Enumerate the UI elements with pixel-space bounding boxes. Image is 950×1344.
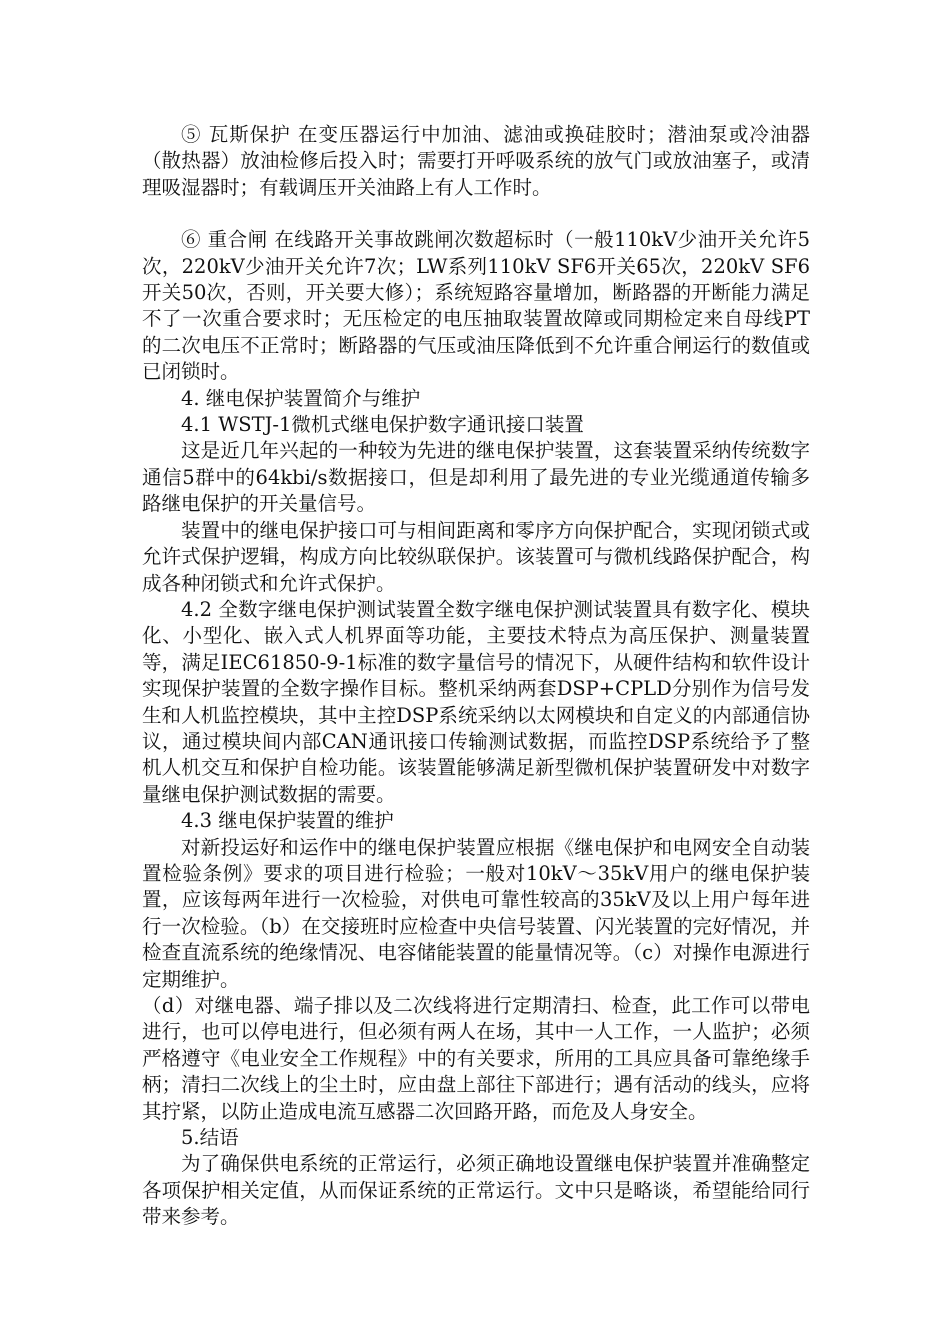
paragraph-gas-protection: ⑤ 瓦斯保护 在变压器运行中加油、滤油或换硅胶时；潜油泵或冷油器（散热器）放油检修后投入时；需要打开呼吸系统的放气门或放油塞子，或清理吸湿器时；有载调压开关油路上有人工作时。 [142,123,810,199]
paragraph-4-1-intro: 这是近几年兴起的一种较为先进的继电保护装置，这套装置采纳传统数字通信5群中的64kbi/s数据接口，但是却利用了最先进的专业光缆通道传输多路继电保护的开关量信号。 [142,439,810,516]
heading-section-4-3: 4.3 继电保护装置的维护 [181,809,394,833]
paragraph-conclusion: 为了确保供电系统的正常运行，必须正确地设置继电保护装置并准确整定各项保护相关定值，从而保证系统的正常运行。文中只是略谈，希望能给同行带来参考。 [142,1152,810,1229]
heading-section-4: 4. 继电保护装置简介与维护 [181,386,421,410]
paragraph-4-2: 4.2 全数字继电保护测试装置全数字继电保护测试装置具有数字化、模块化、小型化、嵌入式人机界面等功能，主要技术特点为高压保护、测量装置等，满足IEC61850-9-1标准的数字量信号的情况下，从硬件结构和软件设计实现保护装置的全数字操作目标。整机采纳两套DSP+CPLD分别作为信号发生和人机监控模块，其中主控DSP系统采纳以太网模块和自定义的内部通信协议，通过模块间内部CAN通讯接口传输测试数据，而监控DSP系统给予了整机人机交互和保护自检功能。该装置能够满足新型微机保护装置研发中对数字量继电保护测试数据的需要。 [142,597,810,806]
paragraph-4-3-cleaning: （d）对继电器、端子排以及二次线将进行定期清扫、检查，此工作可以带电进行，也可以停电进行，但必须有两人在场，其中一人工作，一人监护；必须严格遵守《电业安全工作规程》中的有关要求，所用的工具应具备可靠绝缘手柄；清扫二次线上的尘土时，应由盘上部往下部进行；遇有活动的线头，应将其拧紧，以防止造成电流互感器二次回路开路，而危及人身安全。 [142,994,810,1123]
heading-section-4-1: 4.1 WSTJ-1微机式继电保护数字通讯接口装置 [181,413,584,437]
paragraph-reclosing: ⑥ 重合闸 在线路开关事故跳闸次数超标时（一般110kV少油开关允许5次，220kV少油开关允许7次；LW系列110kV SF6开关65次，220kV SF6开关50次，否则，开关要大修）；系统短路容量增加，断路器的开断能力满足不了一次重合要求时；无压检定的电压抽取装置故障或同期检定来自母线PT的二次电压不正常时；断路器的气压或油压降低到不允许重合闸运行的数值或已闭锁时。 [142,228,810,384]
heading-section-5: 5.结语 [181,1126,239,1150]
paragraph-4-3-inspection: 对新投运好和运作中的继电保护装置应根据《继电保护和电网安全自动装置检验条例》要求的项目进行检验；一般对10kV～35kV用户的继电保护装置，应该每两年进行一次检验，对供电可靠性较高的35kV及以上用户每年进行一次检验。（b）在交接班时应检查中央信号装置、闪光装置的完好情况，并检查直流系统的绝缘情况、电容储能装置的能量情况等。（c）对操作电源进行定期维护。 [142,835,810,991]
document-body [142,122,810,1231]
paragraph-4-1-interface: 装置中的继电保护接口可与相间距离和零序方向保护配合，实现闭锁式或允许式保护逻辑，构成方向比较纵联保护。该装置可与微机线路保护配合，构成各种闭锁式和允许式保护。 [142,518,810,595]
